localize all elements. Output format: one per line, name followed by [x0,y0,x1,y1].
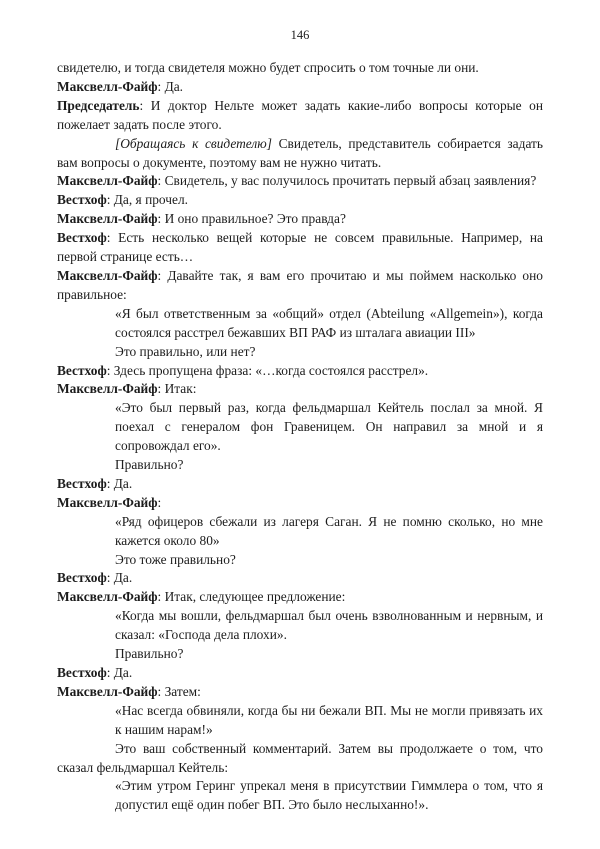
speaker-name: Вестхоф [57,192,107,208]
text-segment: : Итак: [157,381,197,397]
page-number: 146 [290,28,310,42]
speaker-name: Председатель [57,97,140,113]
speaker-name: Максвелл-Файф [57,78,158,94]
paragraph [57,740,543,778]
text-segment: свидетелю, и тогда свидетеля можно будет спросить о том точные ли они. [57,60,479,75]
text-segment: «Это был первый раз, когда фельдмаршал Кейтель послал за мной. Я поехал с генералом фон Гравеницем. Он направил за мной и я сопровождал его». [115,400,543,454]
speaker-name: Максвелл-Файф [57,173,158,189]
paragraph [57,664,543,683]
quote-paragraph [115,607,543,645]
text-segment: Свидетель, представитель собирается задать вам вопросы о документе, поэтому вам не нужно читать. [57,135,543,170]
text-segment: «Я был ответственным за «общий» отдел (Abteilung «Allgemein»), когда состоялся расстрел бежавших ВП РАФ из шталага авиации III» [115,305,543,340]
paragraph [57,97,543,135]
quote-paragraph [115,399,543,456]
text-segment: : Да. [106,475,133,491]
quote-paragraph [115,551,543,570]
quote-paragraph [115,305,543,343]
speaker-name: Вестхоф [57,362,107,378]
text-segment: : И оно правильное? Это правда? [157,211,346,227]
paragraph [57,683,543,702]
text-segment: : Затем: [157,683,201,699]
paragraph [57,210,543,229]
quote-paragraph [115,645,543,664]
quote-paragraph [115,343,543,362]
quote-paragraph [115,456,543,475]
text-segment: Это правильно, или нет? [115,343,256,359]
quote-paragraph [115,777,543,815]
paragraph [57,362,543,381]
paragraph [57,59,543,78]
paragraph [57,475,543,494]
text-segment: : Давайте так, я вам его прочитаю и мы поймем насколько оно правильное: [57,267,543,302]
text-segment: «Когда мы вошли, фельдмаршал был очень взволнованным и нервным, и сказал: «Господа дела плохи». [115,608,543,643]
text-segment: : Да, я прочел. [106,192,188,208]
text-segment: «Нас всегда обвиняли, когда бы ни бежали ВП. Мы не могли привязать их к нашим нарам!» [115,702,543,737]
text-segment: Правильно? [115,457,184,473]
speaker-name: Максвелл-Файф [57,381,158,397]
text-segment: : Да. [106,665,133,680]
text-segment: : Здесь пропущена фраза: «…когда состоялся расстрел». [106,362,429,378]
speaker-name: Вестхоф [57,570,107,586]
text-segment: : Да. [106,570,133,586]
paragraph [57,380,543,399]
paragraph [57,267,543,305]
paragraph [57,172,543,191]
speaker-name: Вестхоф [57,665,107,680]
paragraph [57,135,543,173]
stage-direction: [Обращаясь к свидетелю] [115,135,272,151]
text-segment: Это ваш собственный комментарий. Затем вы продолжаете о том, что сказал фельдмаршал Кейтель: [57,740,543,775]
speaker-name: Максвелл-Файф [57,494,158,510]
text-segment: : И доктор Нельте может задать какие-либо вопросы которые он пожелает задать после этого. [57,97,543,132]
paragraph [57,588,543,607]
paragraph [57,229,543,267]
text-segment: : [157,494,162,510]
speaker-name: Максвелл-Файф [57,267,158,283]
text-segment: Это тоже правильно? [115,551,236,567]
speaker-name: Вестхоф [57,475,107,491]
text-segment: : Итак, следующее предложение: [157,589,346,605]
speaker-name: Максвелл-Файф [57,589,158,605]
text-segment: : Есть несколько вещей которые не совсем правильные. Например, на первой странице есть… [57,230,543,265]
paragraph [57,569,543,588]
text-segment: Правильно? [115,646,184,662]
speaker-name: Максвелл-Файф [57,211,158,227]
speaker-name: Максвелл-Файф [57,683,158,699]
paragraph [57,78,543,97]
paragraph [57,494,543,513]
text-segment: «Этим утром Геринг упрекал меня в присутствии Гиммлера о том, что я допустил ещё один побег ВП. Это было неслыханно!». [115,778,543,813]
quote-paragraph [115,702,543,740]
quote-paragraph [115,513,543,551]
speaker-name: Вестхоф [57,230,107,246]
paragraph [57,191,543,210]
text-segment: : Свидетель, у вас получилось прочитать первый абзац заявления? [157,173,537,189]
text-segment: : Да. [157,78,183,94]
text-segment: «Ряд офицеров сбежали из лагеря Саган. Я не помню сколько, но мне кажется около 80» [115,513,543,548]
page-content [57,59,543,815]
